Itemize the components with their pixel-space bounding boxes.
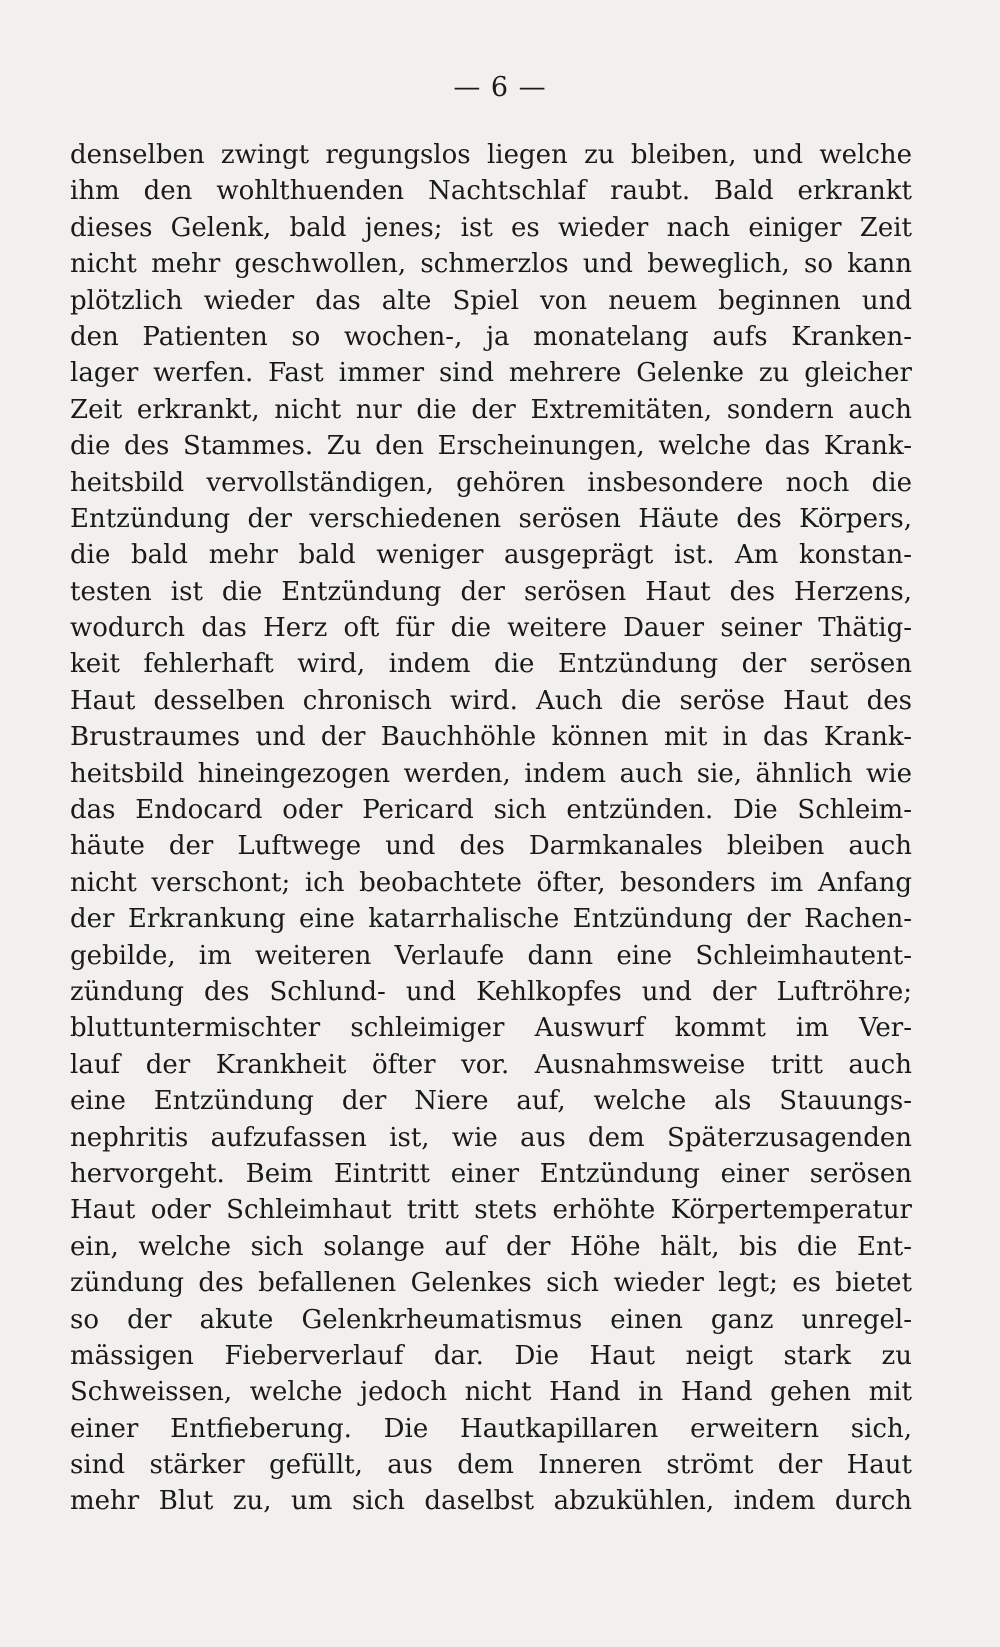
text-line: so der akute Gelenkrheumatismus einen ganz unregel- — [70, 1304, 912, 1335]
text-line: Schweissen, welche jedoch nicht Hand in Hand gehen mit — [70, 1377, 912, 1408]
text-line: Entzündung der verschiedenen serösen Häute des Körpers, — [70, 503, 912, 534]
text-line: bluttuntermischter schleimiger Auswurf kommt im Ver- — [70, 1013, 912, 1044]
text-line: die des Stammes. Zu den Erscheinungen, welche das Krank- — [70, 431, 912, 462]
text-line: zündung des befallenen Gelenkes sich wieder legt; es bietet — [70, 1268, 912, 1299]
text-line: eine Entzündung der Niere auf, welche als Stauungs- — [70, 1086, 912, 1117]
text-line: dieses Gelenk, bald jenes; ist es wieder nach einiger Zeit — [70, 212, 912, 243]
text-line: lager werfen. Fast immer sind mehrere Gelenke zu gleicher — [70, 358, 912, 389]
text-line: zündung des Schlund- und Kehlkopfes und der Luftröhre; — [70, 976, 912, 1007]
text-line: das Endocard oder Pericard sich entzünden. Die Schleim- — [70, 795, 912, 826]
text-line: denselben zwingt regungslos liegen zu bleiben, und welche — [70, 140, 912, 170]
text-line: einer Entfieberung. Die Hautkapillaren erweitern sich, — [70, 1413, 912, 1444]
text-line: mässigen Fieberverlauf dar. Die Haut neigt stark zu — [70, 1340, 912, 1371]
text-line: Haut desselben chronisch wird. Auch die seröse Haut des — [70, 685, 912, 716]
text-line: nicht verschont; ich beobachtete öfter, besonders im Anfang — [70, 867, 912, 898]
text-line: heitsbild hineingezogen werden, indem auch sie, ähnlich wie — [70, 758, 912, 789]
text-line: testen ist die Entzündung der serösen Haut des Herzens, — [70, 576, 912, 607]
text-line: plötzlich wieder das alte Spiel von neuem beginnen und — [70, 285, 912, 316]
text-line: sind stärker gefüllt, aus dem Inneren strömt der Haut — [70, 1450, 912, 1481]
text-line: Brustraumes und der Bauchhöhle können mit in das Krank- — [70, 722, 912, 753]
text-line: mehr Blut zu, um sich daselbst abzukühlen, indem durch — [70, 1486, 912, 1517]
text-line: Zeit erkrankt, nicht nur die der Extremitäten, sondern auch — [70, 394, 912, 425]
text-line: wodurch das Herz oft für die weitere Dauer seiner Thätig- — [70, 613, 912, 644]
text-line: gebilde, im weiteren Verlaufe dann eine Schleimhautent- — [70, 940, 912, 971]
text-line: die bald mehr bald weniger ausgeprägt ist. Am konstan- — [70, 540, 912, 571]
text-line: hervorgeht. Beim Eintritt einer Entzündung einer serösen — [70, 1158, 912, 1189]
text-line: nicht mehr geschwollen, schmerzlos und beweglich, so kann — [70, 249, 912, 280]
text-line: häute der Luftwege und des Darmkanales bleiben auch — [70, 831, 912, 862]
text-line: ihm den wohlthuenden Nachtschlaf raubt. Bald erkrankt — [70, 176, 912, 207]
page-number: — 6 — — [453, 72, 547, 103]
text-line: den Patienten so wochen-, ja monatelang aufs Kranken- — [70, 321, 912, 352]
text-line: der Erkrankung eine katarrhalische Entzündung der Rachen- — [70, 904, 912, 935]
text-line: lauf der Krankheit öfter vor. Ausnahmsweise tritt auch — [70, 1049, 912, 1080]
text-line: keit fehlerhaft wird, indem die Entzündung der serösen — [70, 649, 912, 680]
text-line: ein, welche sich solange auf der Höhe hält, bis die Ent- — [70, 1231, 912, 1262]
text-line: heitsbild vervollständigen, gehören insbesondere noch die — [70, 467, 912, 498]
text-line: Haut oder Schleimhaut tritt stets erhöhte Körpertemperatur — [70, 1195, 912, 1226]
text-line: nephritis aufzufassen ist, wie aus dem Späterzusagenden — [70, 1122, 912, 1153]
body-text — [70, 137, 912, 1520]
